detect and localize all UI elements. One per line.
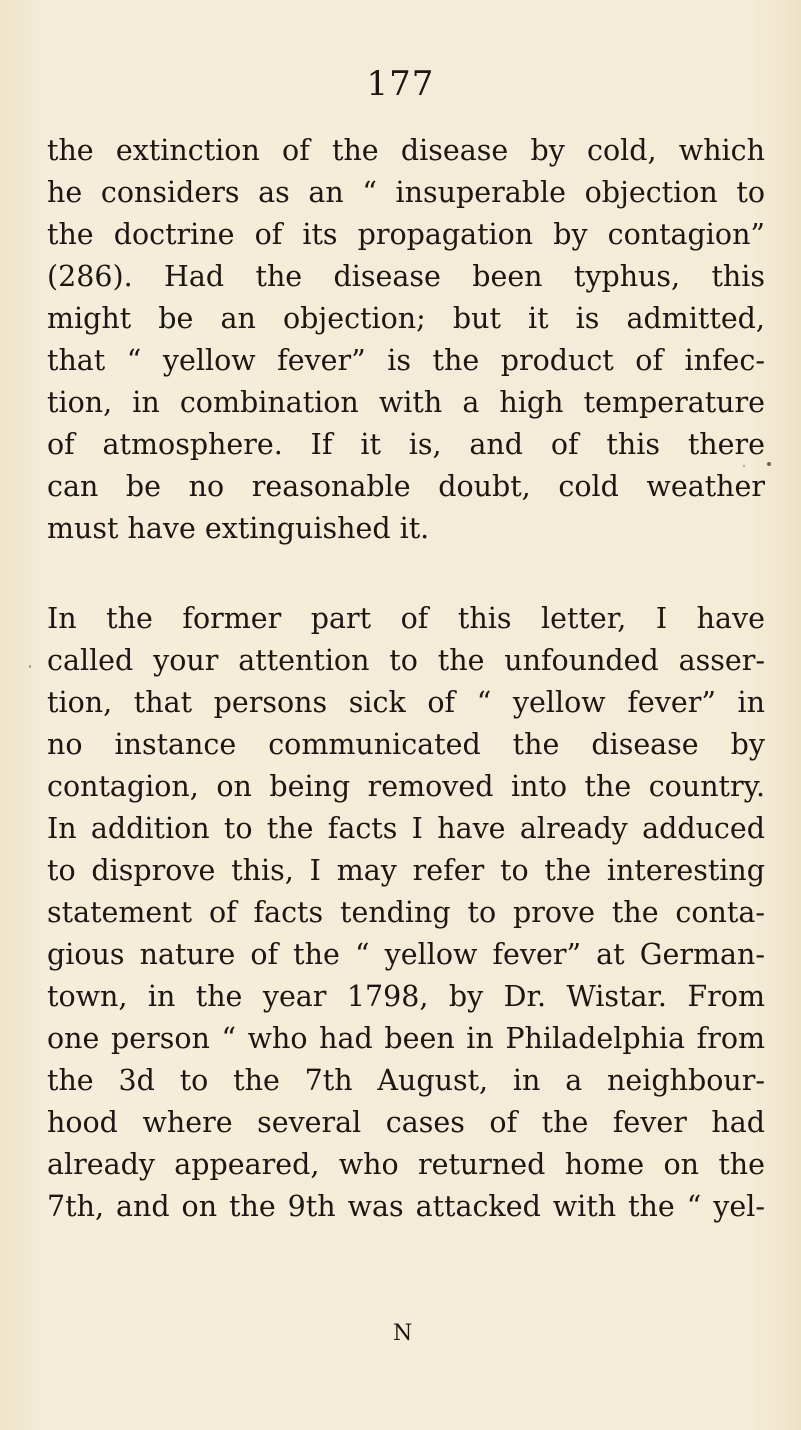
text-line: town, in the year 1798, by Dr. Wistar. From xyxy=(47,980,765,1013)
text-line: tion, that persons sick of “ yellow fever” in xyxy=(47,686,765,719)
paragraph-spacer xyxy=(47,550,765,598)
text-line: statement of facts tending to prove the conta- xyxy=(47,896,765,929)
text-line: In addition to the facts I have already adduced xyxy=(47,812,765,845)
text-line: 7th, and on the 9th was attacked with the “ yel- xyxy=(47,1190,765,1223)
text-line: of atmosphere. If it is, and of this there xyxy=(47,428,765,461)
text-line: can be no reasonable doubt, cold weather xyxy=(47,470,765,503)
text-line: the extinction of the disease by cold, which xyxy=(47,134,765,167)
text-line: the doctrine of its propagation by contagion” xyxy=(47,218,765,251)
text-line: called your attention to the unfounded asser- xyxy=(47,644,765,677)
text-line: gious nature of the “ yellow fever” at German- xyxy=(47,938,765,971)
signature-mark: N xyxy=(393,1321,413,1346)
margin-speck xyxy=(29,665,31,668)
text-line: that “ yellow fever” is the product of infec- xyxy=(47,344,765,377)
margin-speck xyxy=(767,462,771,466)
text-line: to disprove this, I may refer to the interesting xyxy=(47,854,765,887)
text-line: must have extinguished it. xyxy=(47,512,430,545)
text-line: In the former part of this letter, I have xyxy=(47,602,765,635)
text-line: no instance communicated the disease by xyxy=(47,728,765,761)
page-body-text xyxy=(47,130,765,1228)
page-number: 177 xyxy=(366,64,435,104)
text-line: contagion, on being removed into the country. xyxy=(47,770,765,803)
text-line: he considers as an “ insuperable objection to xyxy=(47,176,765,209)
text-line: tion, in combination with a high temperature xyxy=(47,386,765,419)
text-line: (286). Had the disease been typhus, this xyxy=(47,260,765,293)
text-line: already appeared, who returned home on the xyxy=(47,1148,765,1181)
text-line: might be an objection; but it is admitted, xyxy=(47,302,765,335)
margin-speck xyxy=(743,465,745,467)
paragraph-1 xyxy=(47,130,765,550)
text-line: one person “ who had been in Philadelphia from xyxy=(47,1022,765,1055)
text-line: the 3d to the 7th August, in a neighbour- xyxy=(47,1064,765,1097)
text-line: hood where several cases of the fever had xyxy=(47,1106,765,1139)
paragraph-2 xyxy=(47,598,765,1228)
